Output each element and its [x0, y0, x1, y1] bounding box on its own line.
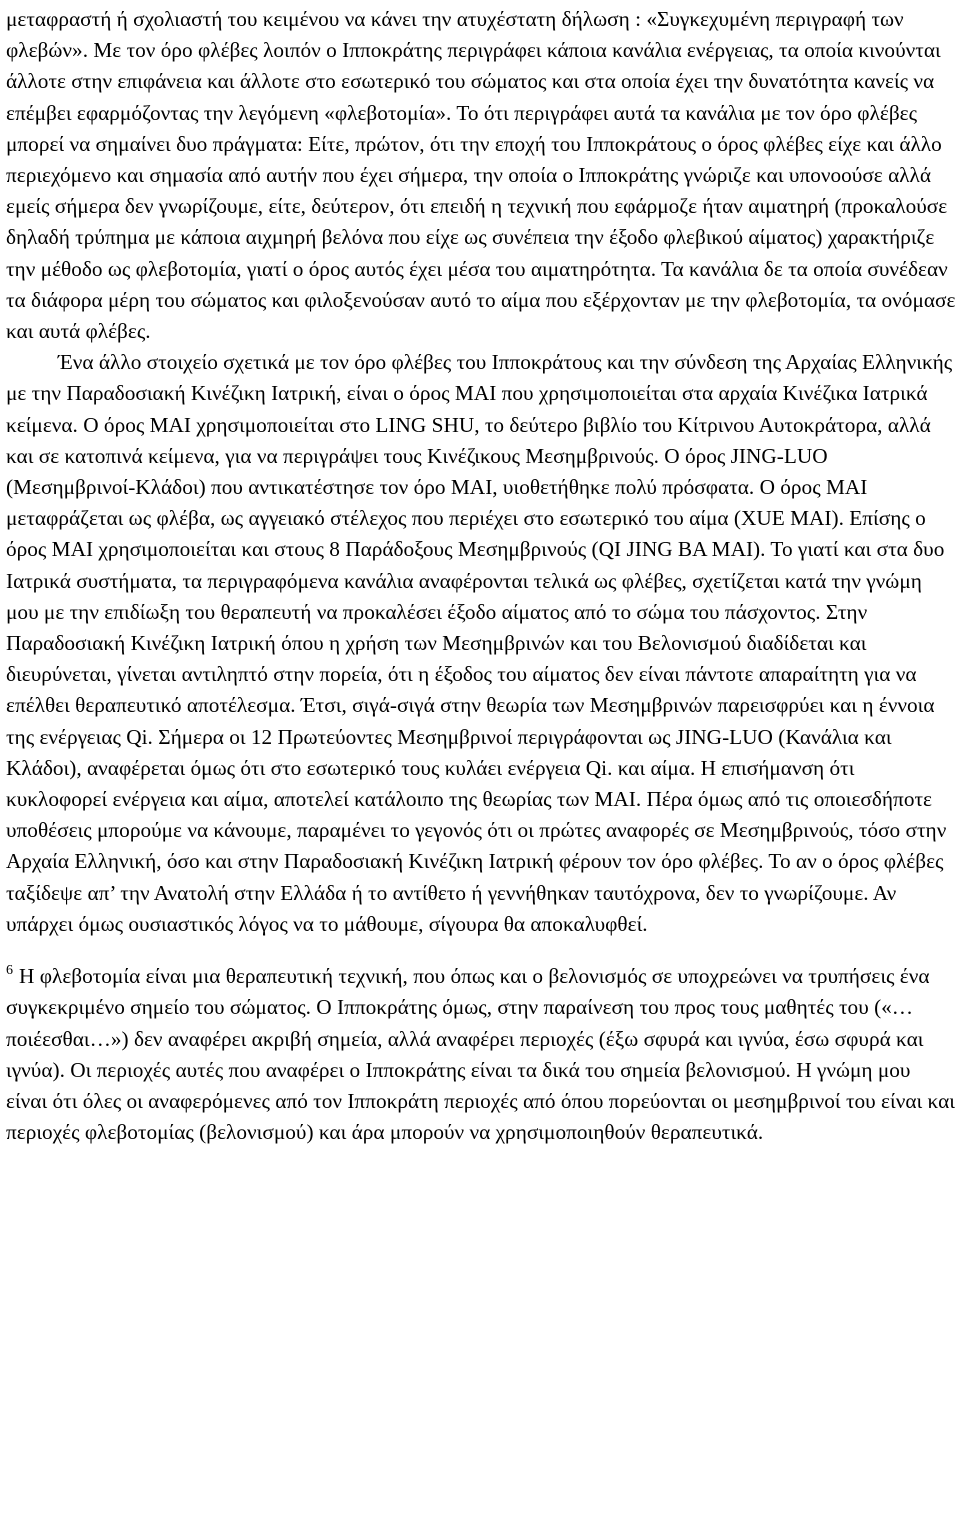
- sentence: Η γνώμη μου είναι ότι όλες οι αναφερόμενες από τον Ιπποκράτη περιοχές από όπου πορεύονται οι μεσημβρινοί του είναι και περιοχές φλεβοτομίας (βελονισμού) και άρα μπορούν να χρησιμοποιηθούν θεραπευτικά.: [6, 1057, 955, 1145]
- sentence: Πέρα όμως από τις οποιεσδήποτε υποθέσεις μπορούμε να κάνουμε, παραμένει το γεγονός ότι οι πρώτες αναφορές σε Μεσημβρινούς, τόσο στην Αρχαία Ελληνική, όσο και στην Παραδοσιακή Κινέζικη Ιατρική φέρουν τον όρο φλέβες.: [6, 787, 947, 874]
- sentence: Ο όρος MAI χρησιμοποιείται στο LING SHU, το δεύτερο βιβλίο του Κίτρινου Αυτοκράτορα, αλλά και σε κατοπινά κείμενα, για να περιγράψει τους Κινέζικους Μεσημβρινούς.: [6, 412, 931, 468]
- footnote-marker: 6: [6, 963, 13, 979]
- sentence: Η φλεβοτομία είναι μια θεραπευτική τεχνική, που όπως και ο βελονισμός σε υποχρεώνει να τρυπήσεις ένα συγκεκριμένο σημείο του σώματος.: [6, 964, 930, 1020]
- paragraph-2: [6, 347, 956, 940]
- sentence: Ο Ιπποκράτης όμως, στην παραίνεση του προς τους μαθητές του («…ποιέεσθαι…») δεν αναφέρει ακριβή σημεία, αλλά αναφέρει περιοχές (έξω σφυρά και ιγνύα, έσω σφυρά και ιγνύα).: [6, 995, 924, 1082]
- sentence: Επίσης ο όρος MAI χρησιμοποιείται και στους 8 Παράδοξους Μεσημβρινούς (QI JING BA MAI).: [6, 506, 926, 562]
- paragraph-1: [6, 4, 956, 347]
- sentence: Ένα άλλο στοιχείο σχετικά με τον όρο φλέβες του Ιπποκράτους και την σύνδεση της Αρχαίας Ελληνικής με την Παραδοσιακή Κινέζικη Ιατρική, είναι ο όρος MAI που χρησιμοποιείται στα αρχαία Κινέζικα Ιατρικά κείμενα.: [6, 350, 953, 437]
- sentence: Τα κανάλια δε τα οποία συνέδεαν τα διάφορα μέρη του σώματος και φιλοξενούσαν αυτό το αίμα που εξέρχονταν με την φλεβοτομία, τα ονόμασε και αυτά φλέβες.: [6, 256, 956, 344]
- sentence: Το ότι περιγράφει αυτά τα κανάλια με τον όρο φλέβες μπορεί να σημαίνει δυο πράγματα: Είτε, πρώτον, ότι την εποχή του Ιπποκράτους ο όρος φλέβες είχε και άλλο περιεχόμενο και σημασία από αυτήν που έχει σήμερα, την οποία ο Ιπποκράτης γνώριζε και υπονοούσε αλλά εμείς σήμερα δεν γνωρίζουμε, είτε, δεύτερον, ότι επειδή η τεχνική που εφάρμοζε ήταν αιματηρή (προκαλούσε δηλαδή τρύπημα με κάποια αιχμηρή βελόνα που είχε ως συνέπεια την έξοδο φλεβικού αίματος) χαρακτήριζε την μέθοδο ως φλεβοτομία, γιατί ο όρος αυτός έχει μέσα του αιματηρότητα.: [6, 100, 948, 281]
- sentence: Ο όρος JING-LUO (Μεσημβρινοί-Κλάδοι) που αντικατέστησε τον όρο MAI, υιοθετήθηκε πολύ πρόσφατα.: [6, 443, 828, 500]
- sentence: Το αν ο όρος φλέβες ταξίδεψε απ’ την Ανατολή στην Ελλάδα ή το αντίθετο ή γεννήθηκαν ταυτόχρονα, δεν το γνωρίζουμε.: [6, 849, 944, 905]
- sentence: Η επισήμανση ότι κυκλοφορεί ενέργεια και αίμα, αποτελεί κατάλοιπο της θεωρίας των MAI.: [6, 755, 855, 812]
- sentence: Οι περιοχές αυτές που αναφέρει ο Ιπποκράτης είναι τα δικά του σημεία βελονισμού.: [70, 1057, 791, 1082]
- sentence: μεταφραστή ή σχολιαστή του κειμένου να κάνει την ατυχέστατη δήλωση : «Συγκεχυμένη περιγραφή των φλεβών».: [6, 7, 904, 63]
- footnote-6: [6, 961, 956, 1148]
- sentence: Στην Παραδοσιακή Κινέζικη Ιατρική όπου η χρήση των Μεσημβρινών και του Βελονισμού διαδίδεται και διευρύνεται, γίνεται αντιληπτό στην πορεία, ότι η έξοδος του αίματος δεν είναι πάντοτε απαραίτητη για να επέλθει θεραπευτικό αποτέλεσμα.: [6, 599, 917, 718]
- sentence: Το γιατί και στα δυο Ιατρικά συστήματα, τα περιγραφόμενα κανάλια αναφέρονται τελικά ως φλέβες, σχετίζεται κατά την γνώμη μου με την επιδίωξη του θεραπευτή να προκαλέσει έξοδο αίματος από το σώμα του πάσχοντος.: [6, 537, 945, 624]
- sentence: Με τον όρο φλέβες λοιπόν ο Ιπποκράτης περιγράφει κάποια κανάλια ενέργειας, τα οποία κινούνται άλλοτε στην επιφάνεια και άλλοτε στο εσωτερικό του σώματος και στα οποία έχει την δυνατότητα κανείς να επέμβει εφαρμόζοντας την λεγόμενη «φλεβοτομία».: [6, 38, 941, 125]
- sentence: Έτσι, σιγά-σιγά στην θεωρία των Μεσημβρινών παρεισφρύει και η έννοια της ενέργειας Qi.: [6, 693, 935, 749]
- sentence: Αν υπάρχει όμως ουσιαστικός λόγος να το μάθουμε, σίγουρα θα αποκαλυφθεί.: [6, 880, 897, 936]
- sentence: Σήμερα οι 12 Πρωτεύοντες Μεσημβρινοί περιγράφονται ως JING-LUO (Κανάλια και Κλάδοι), αναφέρεται όμως ότι στο εσωτερικό τους κυλάει ενέργεια Qi. και αίμα.: [6, 724, 892, 780]
- sentence: Ο όρος MAI μεταφράζεται ως φλέβα, ως αγγειακό στέλεχος που περιέχει στο εσωτερικό του αίμα (XUE MAI).: [6, 475, 868, 531]
- document-page: [6, 4, 956, 1148]
